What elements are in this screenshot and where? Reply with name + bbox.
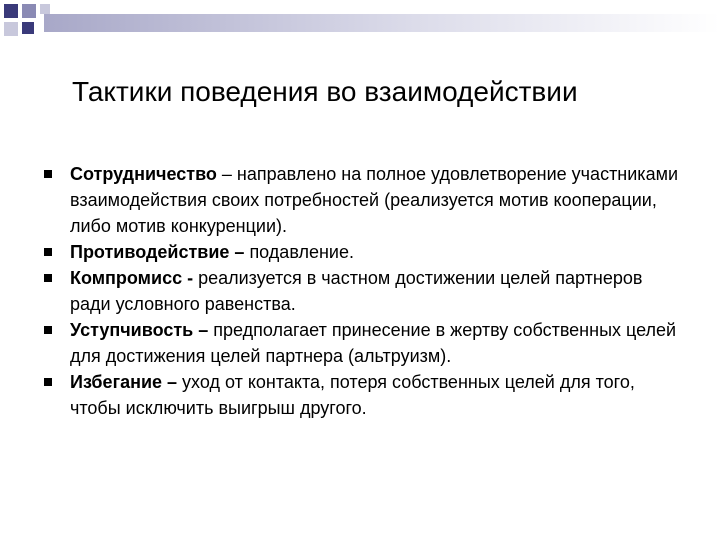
deco-square-faint — [40, 4, 50, 14]
bullet-item-compromise — [44, 265, 684, 317]
bullet-text: реализуется в частном достижении целей партнеров ради условного равенства. — [70, 268, 643, 314]
bullet-list — [44, 161, 684, 421]
bullet-square-icon — [44, 274, 52, 282]
bullet-text: предполагает принесение в жертву собственных целей для достижения целей партнера (альтруизм). — [70, 320, 677, 366]
deco-square-small — [22, 22, 34, 34]
bullet-term: Уступчивость – — [70, 320, 209, 340]
deco-square-mid — [22, 4, 36, 18]
bullet-term: Противодействие – — [70, 242, 245, 262]
header-decoration — [0, 0, 720, 50]
deco-square-dark — [4, 4, 18, 18]
bullet-square-icon — [44, 170, 52, 178]
bullet-term: Компромисс - — [70, 268, 194, 288]
header-gradient-band — [44, 14, 720, 32]
bullet-item-cooperation — [44, 161, 684, 239]
bullet-term: Сотрудничество — [70, 164, 217, 184]
bullet-item-avoidance — [44, 369, 684, 421]
bullet-text: подавление. — [244, 242, 354, 262]
bullet-term: Избегание – — [70, 372, 178, 392]
bullet-square-icon — [44, 248, 52, 256]
bullet-item-opposition — [44, 239, 684, 265]
bullet-square-icon — [44, 378, 52, 386]
slide-title: Тактики поведения во взаимодействии — [72, 76, 578, 107]
bullet-text: уход от контакта, потеря собственных целей для того, чтобы исключить выигрыш другого. — [70, 372, 635, 418]
deco-square-light — [4, 22, 18, 36]
bullet-item-compliance — [44, 317, 684, 369]
bullet-text: – направлено на полное удовлетворение участниками взаимодействия своих потребностей (реализуется мотив кооперации, либо мотив конкуренции). — [70, 164, 679, 236]
bullet-square-icon — [44, 326, 52, 334]
